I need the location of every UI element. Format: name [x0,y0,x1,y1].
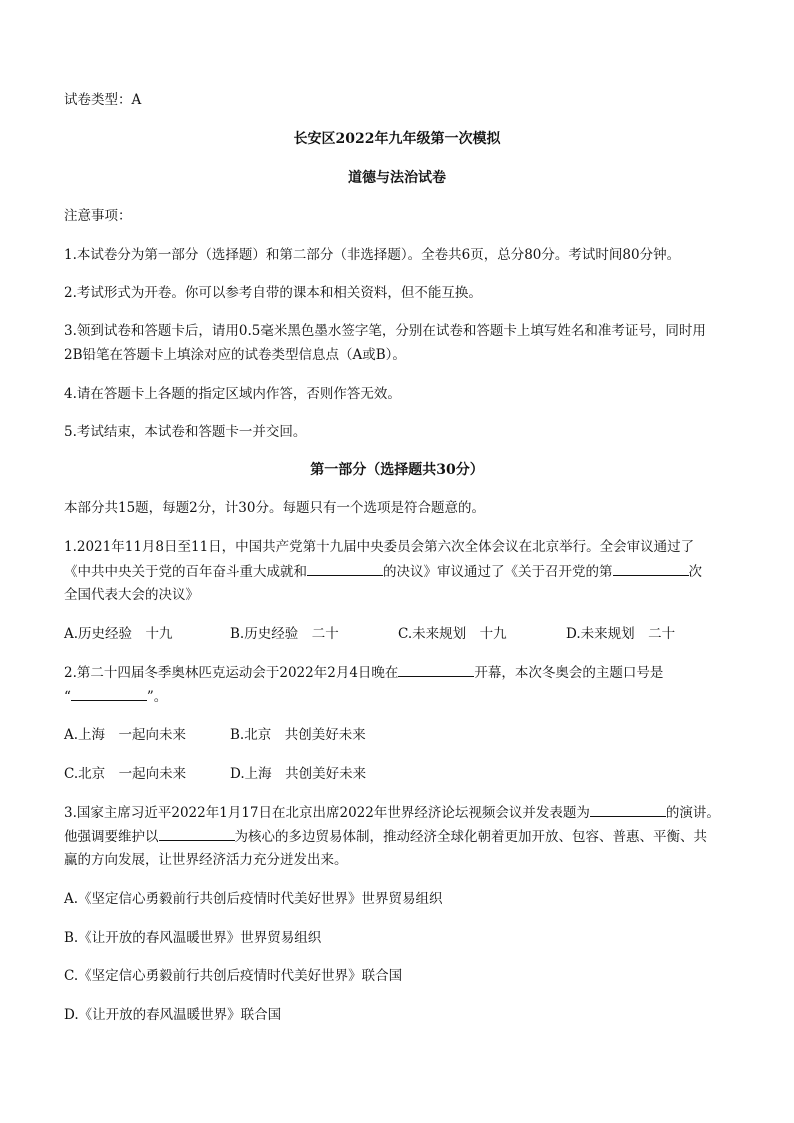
q1-text: 《中共中央关于党的百年奋斗重大成就和 [64,564,307,580]
paper-type: 试卷类型：A [64,92,142,108]
q1-option-c: C.未来规划 十九 [398,626,507,642]
q2-line2 [64,686,167,707]
notice-heading: 注意事项： [64,208,132,224]
q3-option-d: D.《让开放的春风温暖世界》联合国 [64,1007,282,1023]
part1-heading: 第一部分（选择题共30分） [310,462,484,478]
notice-item: 1.本试卷分为第一部分（选择题）和第二部分（非选择题）。全卷共6页，总分80分。考试时间80分钟。 [64,247,681,263]
q3-option-b: B.《让开放的春风温暖世界》世界贸易组织 [64,930,322,946]
q1-line2 [64,561,702,582]
exam-title: 长安区2022年九年级第一次模拟 [293,131,501,147]
q3-line3: 赢的方向发展，让世界经济活力充分迸发出来。 [64,852,348,868]
q1-option-d: D.未来规划 二十 [566,626,676,642]
q3-line1 [64,802,720,823]
notice-item: 2.考试形式为开卷。你可以参考自带的课本和相关资料，但不能互换。 [64,285,482,301]
notice-item: 4.请在答题卡上各题的指定区域内作答，否则作答无效。 [64,386,401,402]
q2-option-b: B.北京 共创美好未来 [230,727,366,743]
q3-option-c: C.《坚定信心勇毅前行共创后疫情时代美好世界》联合国 [64,968,403,984]
q3-text: 为核心的多边贸易体制，推动经济全球化朝着更加开放、包容、普惠、平衡、共 [234,829,707,845]
q2-text: 开幕，本次冬奥会的主题口号是 [474,665,664,681]
answer-blank [613,561,689,576]
q2-line1 [64,662,663,683]
exam-subtitle: 道德与法治试卷 [348,170,446,186]
q3-line2 [64,826,707,847]
q2-text: ”。 [146,689,168,705]
notice-item: 5.考试结束，本试卷和答题卡一并交回。 [64,424,307,440]
answer-blank [71,686,147,701]
q2-option-a: A.上海 一起向未来 [64,727,187,743]
q2-text: “ [64,689,71,705]
q3-text: 他强调要维护以 [64,829,159,845]
answer-blank [398,662,474,677]
part1-intro: 本部分共15题，每题2分，计30分。每题只有一个选项是符合题意的。 [64,500,485,516]
answer-blank [590,802,666,817]
q2-option-c: C.北京 一起向未来 [64,766,187,782]
answer-blank [159,826,235,841]
q2-text: 2.第二十四届冬季奥林匹克运动会于2022年2月4日晚在 [64,665,399,681]
q1-option-a: A.历史经验 十九 [64,626,173,642]
q3-text: 的演讲。 [665,805,720,821]
q1-text: 次 [688,564,702,580]
q1-line1: 1.2021年11月8日至11日，中国共产党第十九届中央委员会第六次全体会议在北京举行。全会审议通过了 [64,539,695,555]
q1-line3: 全国代表大会的决议》 [64,587,199,603]
q3-option-a: A.《坚定信心勇毅前行共创后疫情时代美好世界》世界贸易组织 [64,891,443,907]
q1-option-b: B.历史经验 二十 [230,626,339,642]
q2-option-d: D.上海 共创美好未来 [230,766,367,782]
q1-text: 的决议》审议通过了《关于召开党的第 [383,564,613,580]
notice-item: 3.领到试卷和答题卡后，请用0.5毫米黑色墨水签字笔，分别在试卷和答题卡上填写姓名和准考证号，同时用 [64,323,706,339]
answer-blank [307,561,383,576]
notice-item: 2B铅笔在答题卡上填涂对应的试卷类型信息点（A或B）。 [64,347,406,363]
q3-text: 3.国家主席习近平2022年1月17日在北京出席2022年世界经济论坛视频会议并发表题为 [64,805,590,821]
